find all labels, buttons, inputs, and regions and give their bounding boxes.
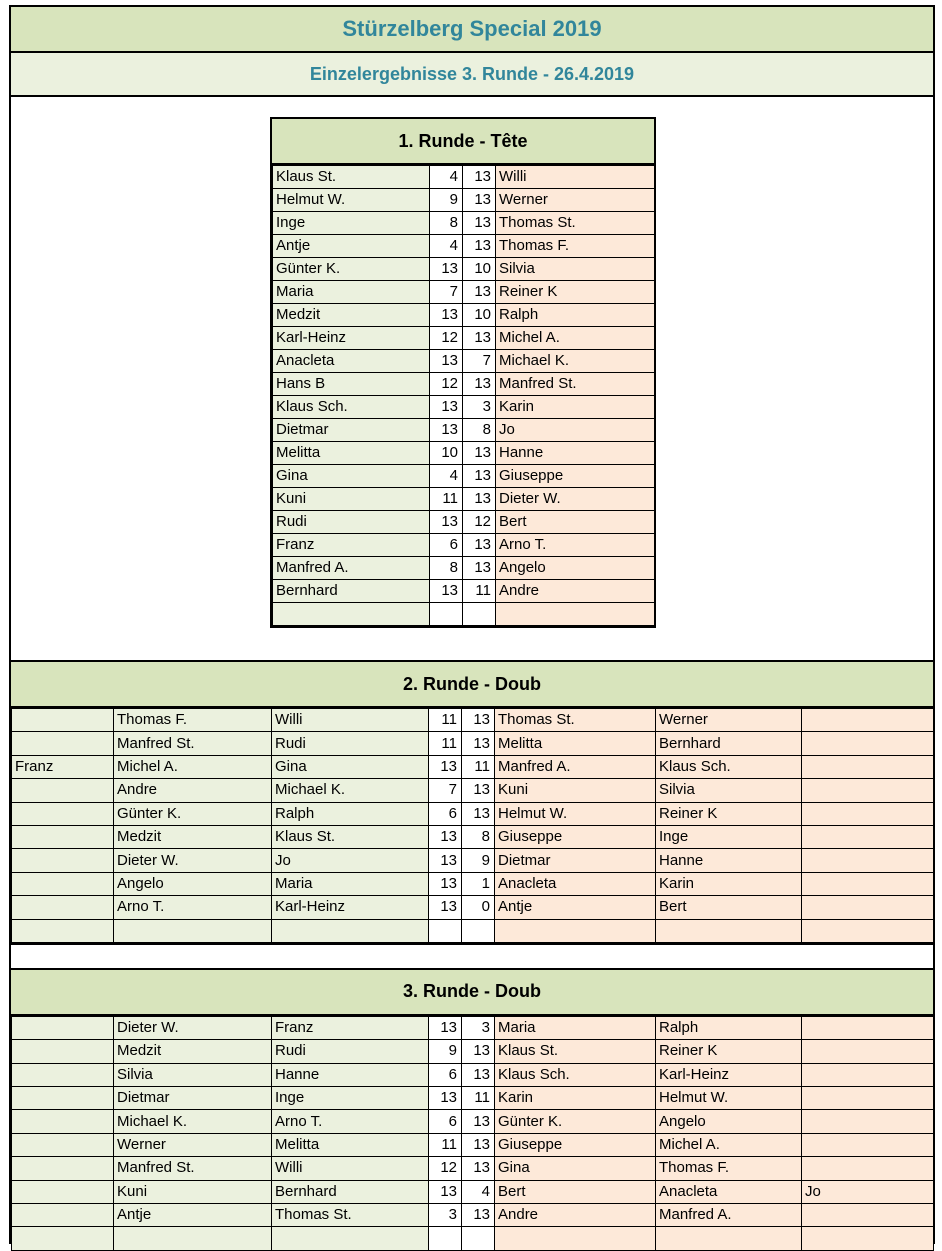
table-row bbox=[12, 1016, 934, 1039]
extra-player-a-cell bbox=[12, 1180, 114, 1203]
score-a-cell: 13 bbox=[430, 511, 463, 534]
score-a-cell: 13 bbox=[430, 304, 463, 327]
extra-player-a-cell bbox=[12, 1016, 114, 1039]
team-b-player2-cell bbox=[656, 919, 802, 942]
score-a-cell: 13 bbox=[429, 896, 462, 919]
team-b-player1-cell: Günter K. bbox=[495, 1110, 656, 1133]
team-b-player2-cell: Manfred A. bbox=[656, 1204, 802, 1227]
team-a-player2-cell: Klaus St. bbox=[272, 825, 429, 848]
team-b-player1-cell: Klaus St. bbox=[495, 1040, 656, 1063]
player-b-cell: Dieter W. bbox=[496, 488, 655, 511]
team-a-player2-cell: Hanne bbox=[272, 1063, 429, 1086]
team-a-player1-cell: Günter K. bbox=[114, 802, 272, 825]
team-a-player1-cell: Manfred St. bbox=[114, 732, 272, 755]
player-b-cell: Ralph bbox=[496, 304, 655, 327]
score-b-cell: 3 bbox=[462, 1016, 495, 1039]
extra-player-a-cell bbox=[12, 1087, 114, 1110]
score-b-cell: 8 bbox=[463, 419, 496, 442]
results-sheet bbox=[9, 5, 935, 1244]
team-a-player2-cell: Franz bbox=[272, 1016, 429, 1039]
score-a-cell: 12 bbox=[430, 373, 463, 396]
extra-player-b-cell bbox=[802, 709, 934, 732]
table-row bbox=[273, 189, 655, 212]
player-a-cell: Franz bbox=[273, 534, 430, 557]
table-row bbox=[273, 488, 655, 511]
table-row bbox=[273, 327, 655, 350]
score-a-cell: 11 bbox=[429, 732, 462, 755]
player-b-cell: Reiner K bbox=[496, 281, 655, 304]
score-b-cell: 1 bbox=[462, 872, 495, 895]
team-a-player2-cell: Arno T. bbox=[272, 1110, 429, 1133]
score-b-cell: 13 bbox=[463, 534, 496, 557]
extra-player-b-cell bbox=[802, 1133, 934, 1156]
score-a-cell: 11 bbox=[430, 488, 463, 511]
player-b-cell: Arno T. bbox=[496, 534, 655, 557]
table-row bbox=[12, 1110, 934, 1133]
score-b-cell: 13 bbox=[463, 212, 496, 235]
team-a-player1-cell: Michael K. bbox=[114, 1110, 272, 1133]
score-a-cell bbox=[429, 1227, 462, 1250]
team-a-player1-cell: Angelo bbox=[114, 872, 272, 895]
extra-player-a-cell bbox=[12, 802, 114, 825]
score-a-cell: 12 bbox=[430, 327, 463, 350]
player-b-cell: Silvia bbox=[496, 258, 655, 281]
score-a-cell: 11 bbox=[429, 709, 462, 732]
team-b-player2-cell bbox=[656, 1227, 802, 1250]
team-a-player1-cell: Arno T. bbox=[114, 896, 272, 919]
player-a-cell: Antje bbox=[273, 235, 430, 258]
table-row bbox=[12, 755, 934, 778]
player-b-cell: Angelo bbox=[496, 557, 655, 580]
player-a-cell: Karl-Heinz bbox=[273, 327, 430, 350]
score-a-cell: 6 bbox=[429, 1063, 462, 1086]
player-a-cell: Helmut W. bbox=[273, 189, 430, 212]
extra-player-a-cell bbox=[12, 849, 114, 872]
score-b-cell: 11 bbox=[463, 580, 496, 603]
score-a-cell: 12 bbox=[429, 1157, 462, 1180]
extra-player-b-cell bbox=[802, 849, 934, 872]
team-b-player1-cell bbox=[495, 1227, 656, 1250]
table-row bbox=[273, 212, 655, 235]
extra-player-a-cell bbox=[12, 1110, 114, 1133]
team-b-player1-cell bbox=[495, 919, 656, 942]
score-a-cell bbox=[429, 919, 462, 942]
score-a-cell: 4 bbox=[430, 235, 463, 258]
extra-player-b-cell bbox=[802, 919, 934, 942]
team-b-player2-cell: Reiner K bbox=[656, 802, 802, 825]
team-b-player1-cell: Andre bbox=[495, 1204, 656, 1227]
score-a-cell: 13 bbox=[429, 825, 462, 848]
score-b-cell: 13 bbox=[463, 373, 496, 396]
table-row bbox=[273, 603, 655, 626]
extra-player-a-cell bbox=[12, 1227, 114, 1250]
score-b-cell: 13 bbox=[462, 1133, 495, 1156]
team-a-player2-cell: Ralph bbox=[272, 802, 429, 825]
team-a-player2-cell: Jo bbox=[272, 849, 429, 872]
team-a-player2-cell: Willi bbox=[272, 1157, 429, 1180]
score-b-cell: 10 bbox=[463, 258, 496, 281]
team-b-player1-cell: Thomas St. bbox=[495, 709, 656, 732]
score-a-cell: 6 bbox=[430, 534, 463, 557]
extra-player-b-cell bbox=[802, 896, 934, 919]
score-b-cell bbox=[462, 1227, 495, 1250]
score-a-cell: 13 bbox=[430, 580, 463, 603]
team-b-player2-cell: Thomas F. bbox=[656, 1157, 802, 1180]
score-b-cell: 13 bbox=[463, 488, 496, 511]
player-b-cell: Werner bbox=[496, 189, 655, 212]
team-b-player2-cell: Michel A. bbox=[656, 1133, 802, 1156]
table-row bbox=[273, 534, 655, 557]
team-b-player1-cell: Manfred A. bbox=[495, 755, 656, 778]
score-b-cell: 13 bbox=[462, 1204, 495, 1227]
score-b-cell: 10 bbox=[463, 304, 496, 327]
team-a-player1-cell: Medzit bbox=[114, 1040, 272, 1063]
team-b-player2-cell: Bernhard bbox=[656, 732, 802, 755]
team-b-player1-cell: Maria bbox=[495, 1016, 656, 1039]
player-b-cell: Michel A. bbox=[496, 327, 655, 350]
round1-table bbox=[272, 165, 655, 626]
score-b-cell bbox=[462, 919, 495, 942]
team-a-player2-cell: Willi bbox=[272, 709, 429, 732]
table-row bbox=[273, 258, 655, 281]
team-a-player2-cell bbox=[272, 919, 429, 942]
score-b-cell: 13 bbox=[463, 166, 496, 189]
player-b-cell: Karin bbox=[496, 396, 655, 419]
score-a-cell: 4 bbox=[430, 465, 463, 488]
extra-player-b-cell bbox=[802, 1063, 934, 1086]
extra-player-a-cell bbox=[12, 919, 114, 942]
score-a-cell: 10 bbox=[430, 442, 463, 465]
team-a-player1-cell: Kuni bbox=[114, 1180, 272, 1203]
table-row bbox=[273, 442, 655, 465]
player-b-cell: Manfred St. bbox=[496, 373, 655, 396]
section-spacer bbox=[11, 943, 933, 970]
extra-player-a-cell: Franz bbox=[12, 755, 114, 778]
score-b-cell: 13 bbox=[462, 1157, 495, 1180]
round1-section bbox=[11, 97, 933, 662]
extra-player-b-cell: Jo bbox=[802, 1180, 934, 1203]
score-b-cell: 7 bbox=[463, 350, 496, 373]
extra-player-b-cell bbox=[802, 1087, 934, 1110]
player-b-cell: Willi bbox=[496, 166, 655, 189]
team-a-player1-cell: Dieter W. bbox=[114, 1016, 272, 1039]
team-b-player2-cell: Inge bbox=[656, 825, 802, 848]
player-a-cell: Klaus Sch. bbox=[273, 396, 430, 419]
team-a-player2-cell bbox=[272, 1227, 429, 1250]
team-b-player1-cell: Anacleta bbox=[495, 872, 656, 895]
team-b-player2-cell: Silvia bbox=[656, 779, 802, 802]
score-a-cell: 6 bbox=[429, 802, 462, 825]
extra-player-a-cell bbox=[12, 779, 114, 802]
score-a-cell: 13 bbox=[429, 849, 462, 872]
player-a-cell: Hans B bbox=[273, 373, 430, 396]
player-b-cell: Andre bbox=[496, 580, 655, 603]
team-b-player2-cell: Ralph bbox=[656, 1016, 802, 1039]
sheet-subtitle: Einzelergebnisse 3. Runde - 26.4.2019 bbox=[11, 53, 933, 97]
team-a-player1-cell: Andre bbox=[114, 779, 272, 802]
player-a-cell: Dietmar bbox=[273, 419, 430, 442]
round1-heading: 1. Runde - Tête bbox=[272, 119, 654, 165]
player-a-cell: Inge bbox=[273, 212, 430, 235]
table-row bbox=[273, 281, 655, 304]
extra-player-b-cell bbox=[802, 1110, 934, 1133]
team-a-player1-cell: Dieter W. bbox=[114, 849, 272, 872]
team-a-player2-cell: Rudi bbox=[272, 1040, 429, 1063]
table-row bbox=[12, 849, 934, 872]
score-a-cell: 13 bbox=[430, 258, 463, 281]
score-a-cell: 7 bbox=[430, 281, 463, 304]
extra-player-b-cell bbox=[802, 872, 934, 895]
team-a-player2-cell: Michael K. bbox=[272, 779, 429, 802]
team-a-player2-cell: Maria bbox=[272, 872, 429, 895]
extra-player-a-cell bbox=[12, 709, 114, 732]
table-row bbox=[273, 465, 655, 488]
team-b-player1-cell: Giuseppe bbox=[495, 825, 656, 848]
extra-player-b-cell bbox=[802, 1157, 934, 1180]
table-row bbox=[12, 1063, 934, 1086]
player-b-cell bbox=[496, 603, 655, 626]
team-a-player1-cell: Silvia bbox=[114, 1063, 272, 1086]
table-row bbox=[12, 779, 934, 802]
score-a-cell: 3 bbox=[429, 1204, 462, 1227]
team-b-player1-cell: Melitta bbox=[495, 732, 656, 755]
score-b-cell: 13 bbox=[462, 709, 495, 732]
player-a-cell bbox=[273, 603, 430, 626]
table-row bbox=[12, 1180, 934, 1203]
team-b-player1-cell: Kuni bbox=[495, 779, 656, 802]
score-b-cell: 13 bbox=[463, 465, 496, 488]
score-b-cell: 12 bbox=[463, 511, 496, 534]
team-a-player1-cell bbox=[114, 919, 272, 942]
score-a-cell: 13 bbox=[429, 1016, 462, 1039]
score-a-cell: 13 bbox=[430, 396, 463, 419]
table-row bbox=[273, 373, 655, 396]
score-a-cell: 13 bbox=[429, 755, 462, 778]
player-a-cell: Rudi bbox=[273, 511, 430, 534]
score-a-cell: 13 bbox=[429, 1087, 462, 1110]
team-b-player1-cell: Dietmar bbox=[495, 849, 656, 872]
team-b-player2-cell: Reiner K bbox=[656, 1040, 802, 1063]
score-b-cell: 13 bbox=[462, 732, 495, 755]
score-b-cell: 13 bbox=[462, 1110, 495, 1133]
score-b-cell: 3 bbox=[463, 396, 496, 419]
extra-player-b-cell bbox=[802, 1227, 934, 1250]
score-b-cell: 13 bbox=[462, 779, 495, 802]
score-b-cell bbox=[463, 603, 496, 626]
player-a-cell: Medzit bbox=[273, 304, 430, 327]
score-a-cell: 13 bbox=[429, 872, 462, 895]
score-b-cell: 13 bbox=[462, 1063, 495, 1086]
score-a-cell: 4 bbox=[430, 166, 463, 189]
team-b-player1-cell: Antje bbox=[495, 896, 656, 919]
player-b-cell: Bert bbox=[496, 511, 655, 534]
team-b-player1-cell: Helmut W. bbox=[495, 802, 656, 825]
player-a-cell: Anacleta bbox=[273, 350, 430, 373]
score-a-cell: 13 bbox=[430, 419, 463, 442]
team-a-player2-cell: Bernhard bbox=[272, 1180, 429, 1203]
score-b-cell: 13 bbox=[462, 802, 495, 825]
score-a-cell: 8 bbox=[430, 212, 463, 235]
score-a-cell bbox=[430, 603, 463, 626]
team-a-player2-cell: Karl-Heinz bbox=[272, 896, 429, 919]
team-a-player2-cell: Thomas St. bbox=[272, 1204, 429, 1227]
team-a-player1-cell: Dietmar bbox=[114, 1087, 272, 1110]
extra-player-a-cell bbox=[12, 1157, 114, 1180]
score-a-cell: 8 bbox=[430, 557, 463, 580]
score-b-cell: 0 bbox=[462, 896, 495, 919]
table-row bbox=[12, 709, 934, 732]
team-b-player2-cell: Karin bbox=[656, 872, 802, 895]
extra-player-a-cell bbox=[12, 1040, 114, 1063]
team-b-player2-cell: Helmut W. bbox=[656, 1087, 802, 1110]
table-row bbox=[12, 802, 934, 825]
player-b-cell: Jo bbox=[496, 419, 655, 442]
player-b-cell: Giuseppe bbox=[496, 465, 655, 488]
table-row bbox=[12, 1157, 934, 1180]
extra-player-b-cell bbox=[802, 1016, 934, 1039]
extra-player-a-cell bbox=[12, 825, 114, 848]
team-b-player1-cell: Giuseppe bbox=[495, 1133, 656, 1156]
score-a-cell: 13 bbox=[430, 350, 463, 373]
score-a-cell: 9 bbox=[429, 1040, 462, 1063]
team-b-player1-cell: Bert bbox=[495, 1180, 656, 1203]
round3-heading: 3. Runde - Doub bbox=[11, 970, 933, 1016]
player-a-cell: Bernhard bbox=[273, 580, 430, 603]
table-row bbox=[12, 1040, 934, 1063]
team-a-player2-cell: Gina bbox=[272, 755, 429, 778]
score-b-cell: 13 bbox=[463, 281, 496, 304]
extra-player-b-cell bbox=[802, 825, 934, 848]
extra-player-b-cell bbox=[802, 802, 934, 825]
team-b-player2-cell: Werner bbox=[656, 709, 802, 732]
team-b-player2-cell: Karl-Heinz bbox=[656, 1063, 802, 1086]
score-a-cell: 6 bbox=[429, 1110, 462, 1133]
player-a-cell: Klaus St. bbox=[273, 166, 430, 189]
table-row bbox=[12, 1133, 934, 1156]
extra-player-b-cell bbox=[802, 732, 934, 755]
player-b-cell: Michael K. bbox=[496, 350, 655, 373]
team-a-player1-cell: Medzit bbox=[114, 825, 272, 848]
extra-player-b-cell bbox=[802, 1040, 934, 1063]
table-row bbox=[12, 825, 934, 848]
score-b-cell: 13 bbox=[463, 442, 496, 465]
player-a-cell: Manfred A. bbox=[273, 557, 430, 580]
sheet-title: Stürzelberg Special 2019 bbox=[11, 7, 933, 53]
round2-table bbox=[11, 708, 934, 943]
player-a-cell: Gina bbox=[273, 465, 430, 488]
round1-box bbox=[270, 117, 656, 628]
team-a-player1-cell: Werner bbox=[114, 1133, 272, 1156]
score-a-cell: 11 bbox=[429, 1133, 462, 1156]
score-b-cell: 8 bbox=[462, 825, 495, 848]
round2-heading: 2. Runde - Doub bbox=[11, 662, 933, 708]
team-b-player2-cell: Angelo bbox=[656, 1110, 802, 1133]
table-row bbox=[273, 235, 655, 258]
extra-player-b-cell bbox=[802, 755, 934, 778]
score-a-cell: 7 bbox=[429, 779, 462, 802]
score-b-cell: 13 bbox=[462, 1040, 495, 1063]
team-a-player2-cell: Rudi bbox=[272, 732, 429, 755]
player-b-cell: Hanne bbox=[496, 442, 655, 465]
table-row bbox=[273, 557, 655, 580]
table-row bbox=[273, 304, 655, 327]
extra-player-a-cell bbox=[12, 896, 114, 919]
team-a-player1-cell: Manfred St. bbox=[114, 1157, 272, 1180]
table-row bbox=[273, 350, 655, 373]
table-row bbox=[273, 166, 655, 189]
team-b-player2-cell: Bert bbox=[656, 896, 802, 919]
extra-player-a-cell bbox=[12, 1204, 114, 1227]
table-row bbox=[12, 732, 934, 755]
table-row bbox=[12, 872, 934, 895]
score-b-cell: 11 bbox=[462, 755, 495, 778]
team-a-player1-cell: Michel A. bbox=[114, 755, 272, 778]
extra-player-a-cell bbox=[12, 1063, 114, 1086]
player-a-cell: Kuni bbox=[273, 488, 430, 511]
player-a-cell: Günter K. bbox=[273, 258, 430, 281]
table-row bbox=[273, 419, 655, 442]
team-b-player1-cell: Karin bbox=[495, 1087, 656, 1110]
team-b-player1-cell: Klaus Sch. bbox=[495, 1063, 656, 1086]
score-b-cell: 4 bbox=[462, 1180, 495, 1203]
extra-player-b-cell bbox=[802, 1204, 934, 1227]
table-row bbox=[273, 511, 655, 534]
table-row bbox=[12, 1204, 934, 1227]
extra-player-a-cell bbox=[12, 732, 114, 755]
player-a-cell: Maria bbox=[273, 281, 430, 304]
table-row bbox=[12, 896, 934, 919]
score-b-cell: 13 bbox=[463, 235, 496, 258]
table-row bbox=[273, 396, 655, 419]
team-a-player1-cell: Antje bbox=[114, 1204, 272, 1227]
player-b-cell: Thomas F. bbox=[496, 235, 655, 258]
team-a-player1-cell: Thomas F. bbox=[114, 709, 272, 732]
extra-player-a-cell bbox=[12, 1133, 114, 1156]
score-a-cell: 9 bbox=[430, 189, 463, 212]
team-b-player2-cell: Hanne bbox=[656, 849, 802, 872]
team-b-player2-cell: Klaus Sch. bbox=[656, 755, 802, 778]
team-b-player1-cell: Gina bbox=[495, 1157, 656, 1180]
team-a-player2-cell: Melitta bbox=[272, 1133, 429, 1156]
team-a-player1-cell bbox=[114, 1227, 272, 1250]
score-b-cell: 11 bbox=[462, 1087, 495, 1110]
score-b-cell: 13 bbox=[463, 327, 496, 350]
player-b-cell: Thomas St. bbox=[496, 212, 655, 235]
table-row bbox=[12, 919, 934, 942]
table-row bbox=[273, 580, 655, 603]
player-a-cell: Melitta bbox=[273, 442, 430, 465]
score-b-cell: 9 bbox=[462, 849, 495, 872]
table-row bbox=[12, 1227, 934, 1250]
score-b-cell: 13 bbox=[463, 189, 496, 212]
extra-player-a-cell bbox=[12, 872, 114, 895]
team-a-player2-cell: Inge bbox=[272, 1087, 429, 1110]
table-row bbox=[12, 1087, 934, 1110]
extra-player-b-cell bbox=[802, 779, 934, 802]
score-b-cell: 13 bbox=[463, 557, 496, 580]
round3-table bbox=[11, 1016, 934, 1251]
team-b-player2-cell: Anacleta bbox=[656, 1180, 802, 1203]
score-a-cell: 13 bbox=[429, 1180, 462, 1203]
